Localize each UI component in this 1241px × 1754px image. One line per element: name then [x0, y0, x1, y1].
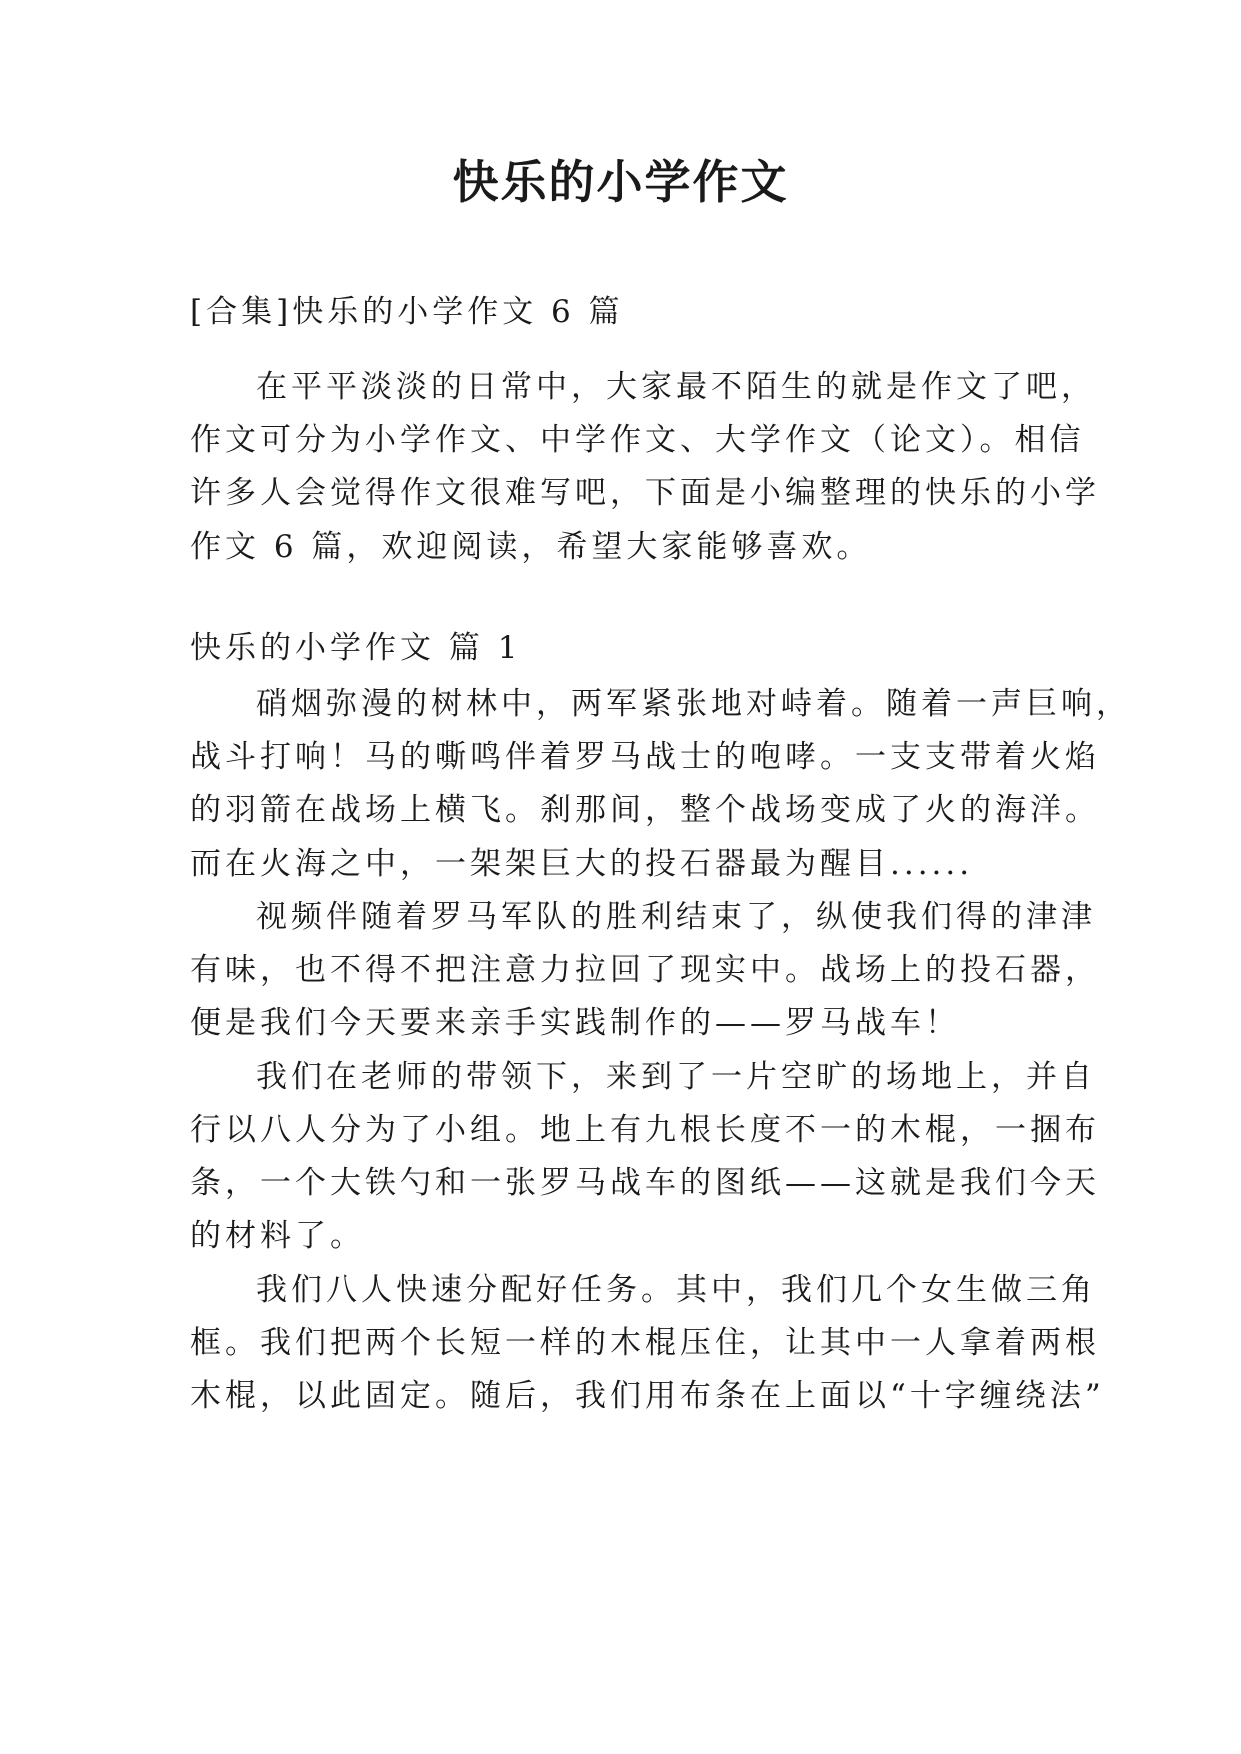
- document-title: 快乐的小学作文: [452, 155, 789, 209]
- body-line: 而在火海之中，一架架巨大的投石器最为醒目......: [190, 846, 974, 882]
- body-line: 的材料了。: [190, 1218, 365, 1254]
- body-line: 我们在老师的带领下，来到了一片空旷的场地上，并自: [256, 1059, 1096, 1095]
- body-line: 的羽箭在战场上横飞。刹那间，整个战场变成了火的海洋。: [190, 792, 1100, 828]
- body-line: 视频伴随着罗马军队的胜利结束了，纵使我们得的津津: [256, 899, 1096, 935]
- body-line: 框。我们把两个长短一样的木棍压住，让其中一人拿着两根: [190, 1325, 1100, 1361]
- body-line: 木棍，以此固定。随后，我们用布条在上面以“十字缠绕法”: [190, 1378, 1105, 1414]
- intro-line: 作文可分为小学作文、中学作文、大学作文（论文）。相信: [190, 422, 1085, 458]
- body-line: 我们八人快速分配好任务。其中，我们几个女生做三角: [256, 1272, 1096, 1308]
- body-line: 有味，也不得不把注意力拉回了现实中。战场上的投石器，: [190, 952, 1100, 988]
- body-line: 便是我们今天要来亲手实践制作的——罗马战车！: [190, 1005, 960, 1041]
- intro-line: 在平平淡淡的日常中，大家最不陌生的就是作文了吧，: [256, 369, 1096, 405]
- body-line: 战斗打响！马的嘶鸣伴着罗马战士的咆哮。一支支带着火焰: [190, 739, 1100, 775]
- body-line: 行以八人分为了小组。地上有九根长度不一的木棍，一捆布: [190, 1112, 1100, 1148]
- body-line: 条，一个大铁勺和一张罗马战车的图纸——这就是我们今天: [190, 1165, 1100, 1201]
- intro-line: 作文 6 篇，欢迎阅读，希望大家能够喜欢。: [190, 529, 872, 565]
- body-line: 硝烟弥漫的树林中，两军紧张地对峙着。随着一声巨响，: [256, 686, 1131, 722]
- collection-label: [合集]快乐的小学作文 6 篇: [190, 294, 624, 330]
- intro-line: 许多人会觉得作文很难写吧，下面是小编整理的快乐的小学: [190, 475, 1100, 511]
- section-heading: 快乐的小学作文 篇 1: [190, 630, 522, 666]
